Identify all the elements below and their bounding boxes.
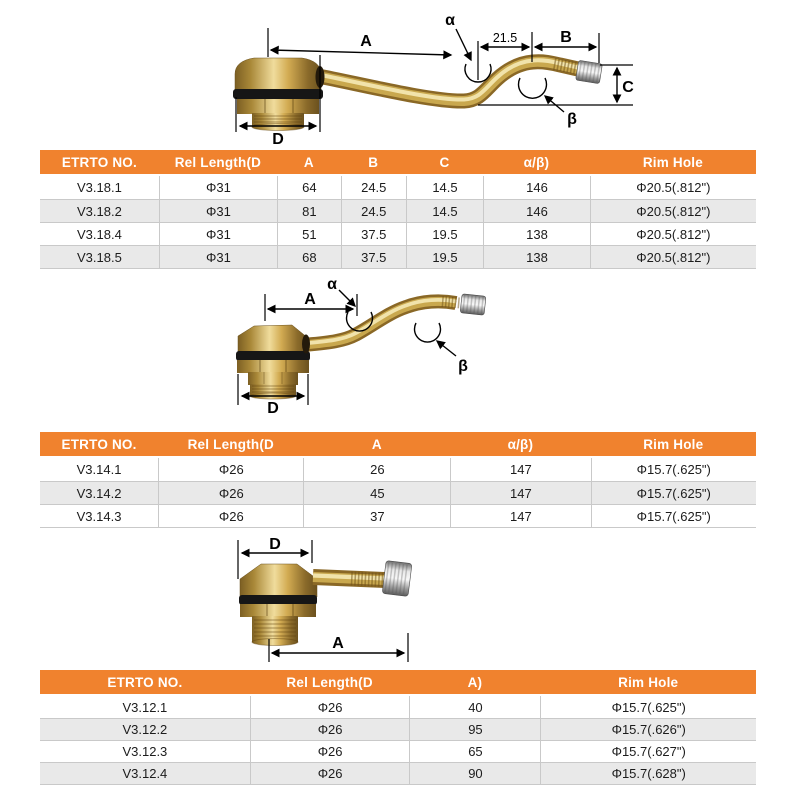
table-cell: Φ31 xyxy=(159,200,277,222)
table-header-row xyxy=(40,150,756,174)
dim-label-d: D xyxy=(272,131,284,148)
column-header: Rim Hole xyxy=(618,674,679,690)
table-body xyxy=(40,458,756,528)
dim-label-215: 21.5 xyxy=(492,31,518,45)
column-header: ETRTO NO. xyxy=(107,674,183,690)
table-cell: 37.5 xyxy=(341,246,406,268)
table-cell: 146 xyxy=(483,176,590,199)
table-cell: V3.14.2 xyxy=(76,485,122,501)
column-header: B xyxy=(368,154,379,170)
table-cell: 14.5 xyxy=(406,176,483,199)
table-cell: Φ20.5(.812") xyxy=(590,176,756,199)
valve-hex-nut xyxy=(237,99,319,114)
beta-pointer-arrow xyxy=(545,96,564,112)
table-cell: 19.5 xyxy=(406,246,483,268)
table-cell: 40 xyxy=(409,696,540,718)
table-cell: Φ26 xyxy=(250,696,410,718)
valve-body xyxy=(239,561,412,646)
table-cell: V3.14.1 xyxy=(76,462,122,477)
column-header: C xyxy=(439,154,450,170)
table-cell: 81 xyxy=(277,200,341,222)
table-cell: 138 xyxy=(483,223,590,245)
dim-label-a: A xyxy=(332,635,344,652)
table-cell: Φ15.7(.625") xyxy=(591,505,756,527)
dim-label-a: A xyxy=(360,33,372,50)
spec-table-v318 xyxy=(40,150,756,269)
table-cell: Φ31 xyxy=(159,176,277,199)
valve-flange-dome xyxy=(240,564,317,597)
stem-joint-gasket xyxy=(302,335,310,354)
spec-table-v314 xyxy=(40,432,756,528)
valve-stem-tube xyxy=(313,576,385,581)
table-cell: 64 xyxy=(277,176,341,199)
valve-diagram-double-bend xyxy=(180,5,640,150)
column-header: ETRTO NO. xyxy=(61,436,137,452)
table-row xyxy=(40,504,756,527)
table-cell: V3.18.4 xyxy=(77,226,122,242)
table-cell: 14.5 xyxy=(406,200,483,222)
column-header: Rel Length(D xyxy=(286,674,373,690)
table-cell: 65 xyxy=(409,741,540,762)
table-cell: 68 xyxy=(277,246,341,268)
table-cell: Φ26 xyxy=(250,763,410,784)
column-header: ETRTO NO. xyxy=(61,154,137,170)
valve-stem-tube xyxy=(304,300,456,345)
column-header: α/β) xyxy=(507,436,534,452)
valve-lower-hex xyxy=(248,372,298,385)
table-cell: 24.5 xyxy=(341,200,406,222)
stud-bottom xyxy=(252,639,298,646)
dim-label-b: B xyxy=(560,29,572,46)
table-header-row xyxy=(40,432,756,456)
dim-label-alpha: α xyxy=(445,12,455,29)
table-cell: 51 xyxy=(277,223,341,245)
angle-arc-beta xyxy=(415,323,441,342)
table-cell: Φ15.7(.627") xyxy=(540,741,756,762)
spec-table-v312 xyxy=(40,670,756,785)
alpha-pointer-arrow xyxy=(339,290,355,306)
column-header: Rim Hole xyxy=(642,154,703,170)
table-cell: 147 xyxy=(450,505,590,527)
valve-flange-dome xyxy=(238,325,308,353)
table-row xyxy=(40,245,756,268)
column-header: Rim Hole xyxy=(643,436,704,452)
valve-o-ring xyxy=(239,595,317,605)
table-row xyxy=(40,222,756,245)
table-cell: Φ31 xyxy=(159,223,277,245)
table-body xyxy=(40,696,756,785)
valve-stem-tube xyxy=(318,60,578,101)
table-row xyxy=(40,718,756,740)
table-cell: 45 xyxy=(303,482,450,504)
dim-label-beta: β xyxy=(458,358,468,375)
table-cell: 19.5 xyxy=(406,223,483,245)
table-cell: Φ20.5(.812") xyxy=(590,200,756,222)
table-cell: Φ15.7(.625") xyxy=(591,458,756,481)
dim-label-beta: β xyxy=(567,111,577,128)
table-cell: V3.18.1 xyxy=(77,180,122,195)
valve-cap xyxy=(460,294,486,315)
table-cell: Φ26 xyxy=(158,458,303,481)
valve-diagram-single-bend xyxy=(220,272,510,420)
table-cell: Φ26 xyxy=(250,741,410,762)
angle-arc-beta xyxy=(519,78,547,98)
table-row xyxy=(40,199,756,222)
collar-bottom xyxy=(252,124,304,131)
table-row xyxy=(40,176,756,199)
table-cell: V3.12.2 xyxy=(122,722,168,737)
table-cell: V3.18.5 xyxy=(77,249,122,265)
table-cell: Φ26 xyxy=(158,505,303,527)
table-cell: 147 xyxy=(450,458,590,481)
valve-cap xyxy=(576,60,603,84)
valve-hex-nut xyxy=(237,360,309,373)
table-cell: V3.18.2 xyxy=(77,203,122,219)
column-header: Rel Length(D xyxy=(187,436,274,452)
column-header: A) xyxy=(467,674,483,690)
table-row xyxy=(40,481,756,504)
column-header: A xyxy=(371,436,382,452)
table-row xyxy=(40,762,756,784)
column-header: A xyxy=(303,154,314,170)
table-cell: Φ26 xyxy=(250,719,410,740)
dim-label-alpha: α xyxy=(327,276,337,293)
table-cell: Φ26 xyxy=(158,482,303,504)
table-cell: 147 xyxy=(450,482,590,504)
dim-label-a: A xyxy=(304,291,316,308)
table-row xyxy=(40,458,756,481)
table-header-row xyxy=(40,670,756,694)
valve-o-ring xyxy=(236,351,310,361)
table-cell: Φ15.7(.628") xyxy=(540,763,756,784)
table-cell: 37.5 xyxy=(341,223,406,245)
table-cell: V3.12.4 xyxy=(122,766,168,781)
table-cell: 90 xyxy=(409,763,540,784)
table-cell: 95 xyxy=(409,719,540,740)
dim-label-d: D xyxy=(267,400,279,417)
valve-diagram-right-angle xyxy=(225,535,425,668)
table-cell: V3.12.3 xyxy=(122,744,168,759)
table-cell: Φ31 xyxy=(159,246,277,268)
table-cell: V3.12.1 xyxy=(122,699,168,715)
column-header: Rel Length(D xyxy=(174,154,262,170)
valve-o-ring xyxy=(233,89,323,99)
table-cell: Φ15.7(.626") xyxy=(540,719,756,740)
table-cell: 37 xyxy=(303,505,450,527)
table-cell: Φ15.7(.625") xyxy=(540,696,756,718)
table-cell: V3.14.3 xyxy=(76,508,122,524)
table-body xyxy=(40,176,756,269)
dim-a-line xyxy=(271,50,451,55)
column-header: α/β) xyxy=(523,154,550,170)
alpha-pointer-arrow xyxy=(456,29,471,60)
table-row xyxy=(40,740,756,762)
table-cell: 138 xyxy=(483,246,590,268)
valve-cap xyxy=(382,561,412,597)
valve-hex-nut xyxy=(240,604,316,617)
valve-flange-dome xyxy=(235,58,321,90)
table-row xyxy=(40,696,756,718)
table-cell: 24.5 xyxy=(341,176,406,199)
beta-pointer-arrow xyxy=(437,341,456,356)
dim-label-d: D xyxy=(269,536,281,553)
table-cell: Φ15.7(.625") xyxy=(591,482,756,504)
table-cell: 146 xyxy=(483,200,590,222)
table-cell: Φ20.5(.812") xyxy=(590,223,756,245)
valve-body xyxy=(233,58,602,131)
table-cell: Φ20.5(.812") xyxy=(590,246,756,268)
table-cell: 26 xyxy=(303,458,450,481)
dim-label-c: C xyxy=(622,79,634,96)
